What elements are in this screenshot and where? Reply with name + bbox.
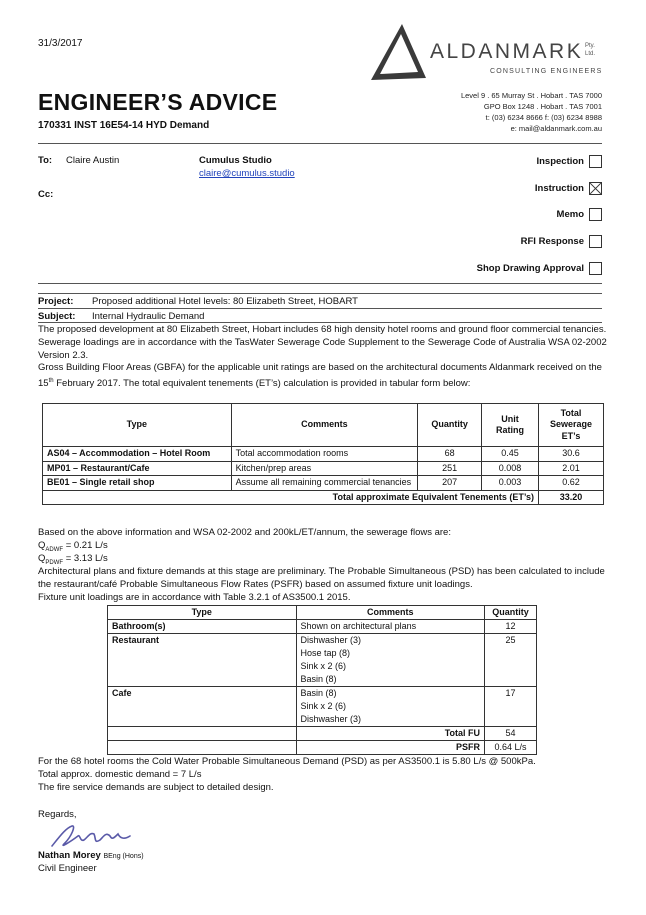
- document-reference: 170331 INST 16E54-14 HYD Demand: [38, 120, 210, 131]
- q-pdwf-value: = 3.13 L/s: [63, 553, 108, 564]
- comment-cell: [296, 687, 485, 727]
- q-letter: Q: [38, 540, 46, 551]
- divider: [38, 283, 602, 284]
- total-label-cell: Total approximate Equivalent Tenements (ET’s): [43, 490, 539, 505]
- header-cell: Comments: [296, 606, 485, 620]
- table-total-row: [43, 490, 604, 505]
- total-cell: 2.01: [539, 461, 604, 476]
- company-logo: [368, 22, 608, 82]
- total-fu-label: Total FU: [296, 727, 485, 741]
- comment-cell: Total accommodation rooms: [231, 447, 418, 462]
- table-row: [43, 447, 604, 462]
- address-line-4: e: mail@aldanmark.com.au: [510, 124, 602, 133]
- q-adwf-sub: ADWF: [45, 546, 64, 553]
- checkbox-memo[interactable]: [557, 208, 602, 221]
- table-row: [108, 634, 537, 687]
- comment-line: Hose tap (8): [300, 648, 351, 658]
- type-cell: Cafe: [108, 687, 297, 727]
- quantity-cell: 68: [418, 447, 482, 462]
- subject-value: Internal Hydraulic Demand: [92, 311, 205, 322]
- comment-cell: [296, 620, 485, 634]
- signatory-name: Nathan Morey: [38, 850, 101, 861]
- q-pdwf-sub: PDWF: [45, 559, 64, 566]
- checkbox-rfi-response[interactable]: [521, 235, 602, 248]
- subject-label: Subject:: [38, 311, 76, 322]
- divider: [38, 308, 602, 309]
- header-cell: Unit Rating: [482, 404, 539, 447]
- checkbox-label: Instruction: [534, 183, 584, 194]
- brand-ltd-text: Ltd.: [585, 51, 596, 57]
- q-letter: Q: [38, 553, 46, 564]
- checkbox-shop-drawing-approval[interactable]: [477, 262, 602, 275]
- paragraph-gbfa: [38, 362, 610, 391]
- project-label: Project:: [38, 296, 74, 307]
- paragraph-fire-service: The fire service demands are subject to detailed design.: [38, 782, 274, 793]
- quantity-cell: 25: [485, 634, 537, 687]
- checkbox-label: Memo: [556, 209, 584, 220]
- fixture-unit-table: [107, 605, 537, 755]
- paragraph-total-demand: Total approx. domestic demand = 7 L/s: [38, 769, 202, 780]
- total-cell: 0.62: [539, 476, 604, 491]
- quantity-cell: 12: [485, 620, 537, 634]
- table-header-row: [43, 404, 604, 447]
- checkbox-inspection[interactable]: [536, 155, 602, 168]
- brand-subtitle: CONSULTING ENGINEERS: [490, 68, 603, 75]
- comment-line: Sink x 2 (6): [300, 701, 347, 711]
- type-cell: AS04 – Accommodation – Hotel Room: [43, 447, 232, 462]
- paragraph-architectural: Architectural plans and fixture demands at this stage are preliminary. The Probable Simultaneous (PSD) has been calculated to include the restaurant/café Probable Simultaneous Flow Rates (PSFR) based on assumed fixture unit loadings.: [38, 566, 605, 590]
- quantity-cell: 17: [485, 687, 537, 727]
- table-row: [108, 687, 537, 727]
- q-adwf-value: = 0.21 L/s: [63, 540, 108, 551]
- header-cell: Total Sewerage ET’s: [539, 404, 604, 447]
- address-line-3: t: (03) 6234 8666 f: (03) 6234 8988: [485, 113, 602, 122]
- signature-icon: [50, 822, 132, 850]
- empty-cell: [108, 741, 297, 755]
- checkbox-box[interactable]: [589, 208, 602, 221]
- address-line-1: Level 9 . 65 Murray St . Hobart . TAS 7000: [460, 91, 602, 100]
- paragraph-psd: For the 68 hotel rooms the Cold Water Probable Simultaneous Demand (PSD) as per AS3500.1 is 5.80 L/s @ 500kPa.: [38, 756, 536, 767]
- sewerage-et-table: [42, 403, 604, 505]
- paragraph-intro: The proposed development at 80 Elizabeth Street, Hobart includes 68 high density hotel rooms and ground floor commercial tenancies. Sewerage loadings are in accordance with the TasWater Sewerage Code Supplement to the Sewerage Code of Australia WSA 02-2002 Version 2.3.: [38, 324, 607, 361]
- signatory-quals: BEng (Hons): [103, 853, 144, 860]
- comment-cell: [296, 634, 485, 687]
- paragraph-fixture: Fixture unit loadings are in accordance with Table 3.2.1 of AS3500.1 2015.: [38, 592, 351, 603]
- comment-line: Shown on architectural plans: [300, 621, 417, 631]
- brand-pty: [585, 42, 595, 58]
- table-total-row: [108, 727, 537, 741]
- brand-pty-text: Pty.: [585, 43, 595, 49]
- paragraph-gbfa-text-1: Gross Building Floor Areas (GBFA) for the applicable unit ratings are based on the architectural documents Aldanmark received on the 15: [38, 362, 602, 389]
- table-row: [43, 461, 604, 476]
- checkbox-label: Shop Drawing Approval: [476, 263, 584, 274]
- header-cell: Quantity: [418, 404, 482, 447]
- brand-name: ALDANMARK: [430, 40, 584, 63]
- quantity-cell: 251: [418, 461, 482, 476]
- checkbox-box-checked[interactable]: [589, 182, 602, 195]
- signatory-name-line: [38, 850, 144, 861]
- quantity-cell: 207: [418, 476, 482, 491]
- total-fu-value: 54: [485, 727, 537, 741]
- table-psfr-row: [108, 741, 537, 755]
- to-label: To:: [38, 155, 53, 166]
- header-cell: Quantity: [485, 606, 537, 620]
- header-cell: Type: [108, 606, 297, 620]
- checkbox-instruction[interactable]: [535, 182, 602, 195]
- paragraph-gbfa-sup: th: [48, 377, 54, 384]
- comment-cell: Kitchen/prep areas: [231, 461, 418, 476]
- checkbox-box[interactable]: [589, 155, 602, 168]
- checkbox-label: Inspection: [536, 156, 584, 167]
- comment-line: Dishwasher (3): [300, 714, 362, 724]
- psfr-value: 0.64 L/s: [485, 741, 537, 755]
- checkbox-label: RFI Response: [520, 236, 584, 247]
- checkbox-box[interactable]: [589, 235, 602, 248]
- psfr-label: PSFR: [296, 741, 485, 755]
- total-value-cell: 33.20: [539, 490, 604, 505]
- cc-label: Cc:: [38, 189, 54, 200]
- table-header-row: [108, 606, 537, 620]
- logo-triangle-icon: [368, 22, 430, 84]
- signatory-role: Civil Engineer: [38, 863, 97, 874]
- checkbox-box[interactable]: [589, 262, 602, 275]
- email-link[interactable]: claire@cumulus.studio: [199, 168, 295, 179]
- type-cell: BE01 – Single retail shop: [43, 476, 232, 491]
- total-cell: 30.6: [539, 447, 604, 462]
- paragraph-gbfa-text-2: February 2017. The total equivalent tenements (ET’s) calculation is provided in tabular form below:: [53, 377, 471, 389]
- comment-line: Sink x 2 (6): [300, 661, 347, 671]
- paragraph-flows: Based on the above information and WSA 02-2002 and 200kL/ET/annum, the sewerage flows are:: [38, 527, 451, 538]
- rating-cell: 0.008: [482, 461, 539, 476]
- comment-line: Basin (8): [300, 688, 337, 698]
- company-name: Cumulus Studio: [199, 155, 272, 166]
- document-date: 31/3/2017: [38, 38, 83, 49]
- header-cell: Comments: [231, 404, 418, 447]
- divider: [38, 293, 602, 294]
- header-cell: Type: [43, 404, 232, 447]
- comment-line: Dishwasher (3): [300, 635, 362, 645]
- divider: [38, 143, 602, 144]
- rating-cell: 0.003: [482, 476, 539, 491]
- regards-text: Regards,: [38, 809, 77, 820]
- divider: [38, 322, 602, 323]
- comment-line: Basin (8): [300, 674, 337, 684]
- rating-cell: 0.45: [482, 447, 539, 462]
- company-address: [420, 90, 602, 134]
- project-value: Proposed additional Hotel levels: 80 Elizabeth Street, HOBART: [92, 296, 358, 307]
- address-line-2: GPO Box 1248 . Hobart . TAS 7001: [483, 102, 602, 111]
- type-cell: MP01 – Restaurant/Cafe: [43, 461, 232, 476]
- empty-cell: [108, 727, 297, 741]
- table-row: [108, 620, 537, 634]
- to-name: Claire Austin: [66, 155, 120, 166]
- table-row: [43, 476, 604, 491]
- comment-cell: Assume all remaining commercial tenancies: [231, 476, 418, 491]
- type-cell: Restaurant: [108, 634, 297, 687]
- page-title: ENGINEER’S ADVICE: [38, 89, 278, 115]
- type-cell: Bathroom(s): [108, 620, 297, 634]
